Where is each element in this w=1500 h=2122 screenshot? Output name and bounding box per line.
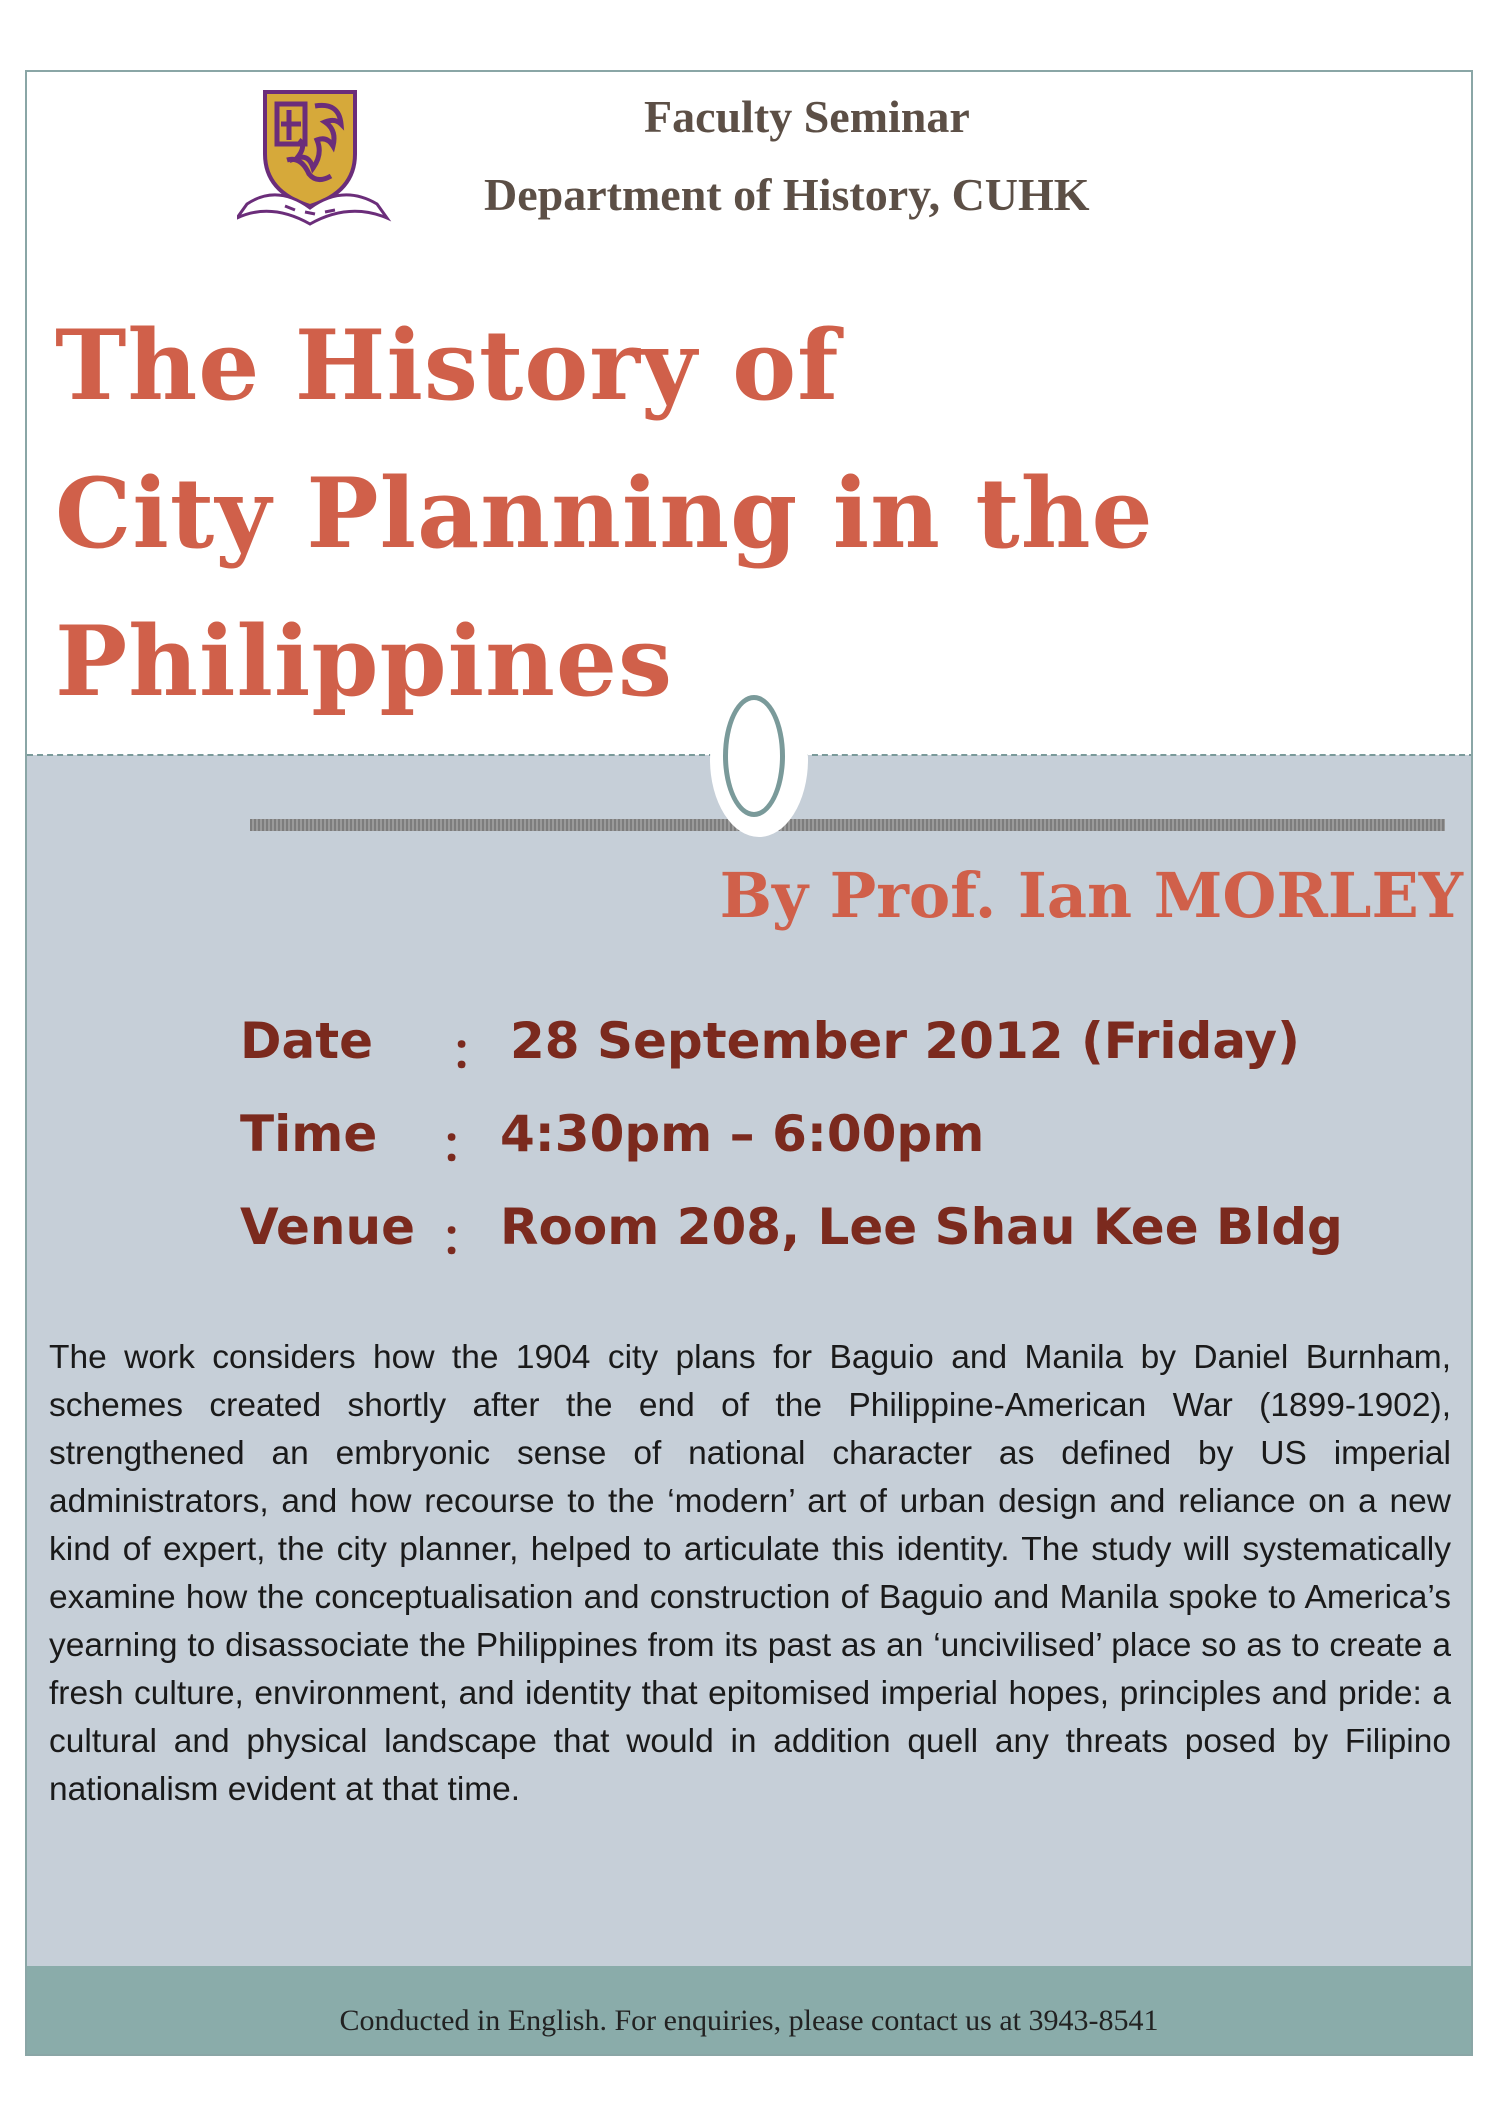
title-line-2: City Planning in the (55, 457, 1154, 570)
dashed-divider-left (27, 754, 715, 756)
time-separator: ： (440, 1116, 490, 1174)
title-line-1: The History of (55, 309, 840, 422)
date-label: Date (240, 1012, 374, 1070)
time-value: 4:30pm – 6:00pm (500, 1105, 985, 1163)
date-value: 28 September 2012 (Friday) (510, 1012, 1300, 1070)
gray-rule (250, 819, 1445, 831)
date-separator: ： (450, 1023, 500, 1081)
seminar-label: Faculty Seminar (644, 91, 970, 142)
department-label: Department of History, CUHK (484, 169, 1090, 220)
speaker-name: By Prof. Ian MORLEY (719, 859, 1463, 932)
page-title (55, 292, 1154, 736)
venue-separator: ： (440, 1209, 490, 1267)
venue-value: Room 208, Lee Shau Kee Bldg (500, 1198, 1343, 1256)
footer-band (27, 1966, 1471, 2054)
title-line-3: Philippines (55, 605, 674, 718)
cuhk-crest-icon (237, 84, 397, 234)
dashed-divider-right (802, 754, 1473, 756)
venue-label: Venue (240, 1198, 415, 1256)
abstract-text: The work considers how the 1904 city plans for Baguio and Manila by Daniel Burnham, schemes created shortly after the end of the Philippine-American War (1899-1902), strengthened an embryonic sense of national character as defined by US imperial administrators, and how recourse to the ‘modern’ art of urban design and reliance on a new kind of expert, the city planner, helped to articulate this identity. The study will systematically examine how the conceptualisation and construction of Baguio and Manila spoke to America’s yearning to disassociate the Philippines from its past as an ‘uncivilised’ place so as to create a fresh culture, environment, and identity that epitomised imperial hopes, principles and pride: a cultural and physical landscape that would in addition quell any threats posed by Filipino nationalism evident at that time. (49, 1339, 1451, 1808)
time-label: Time (240, 1105, 378, 1163)
footer-text: Conducted in English. For enquiries, please contact us at 3943-8541 (339, 2004, 1159, 2037)
seminar-poster (25, 70, 1473, 2056)
